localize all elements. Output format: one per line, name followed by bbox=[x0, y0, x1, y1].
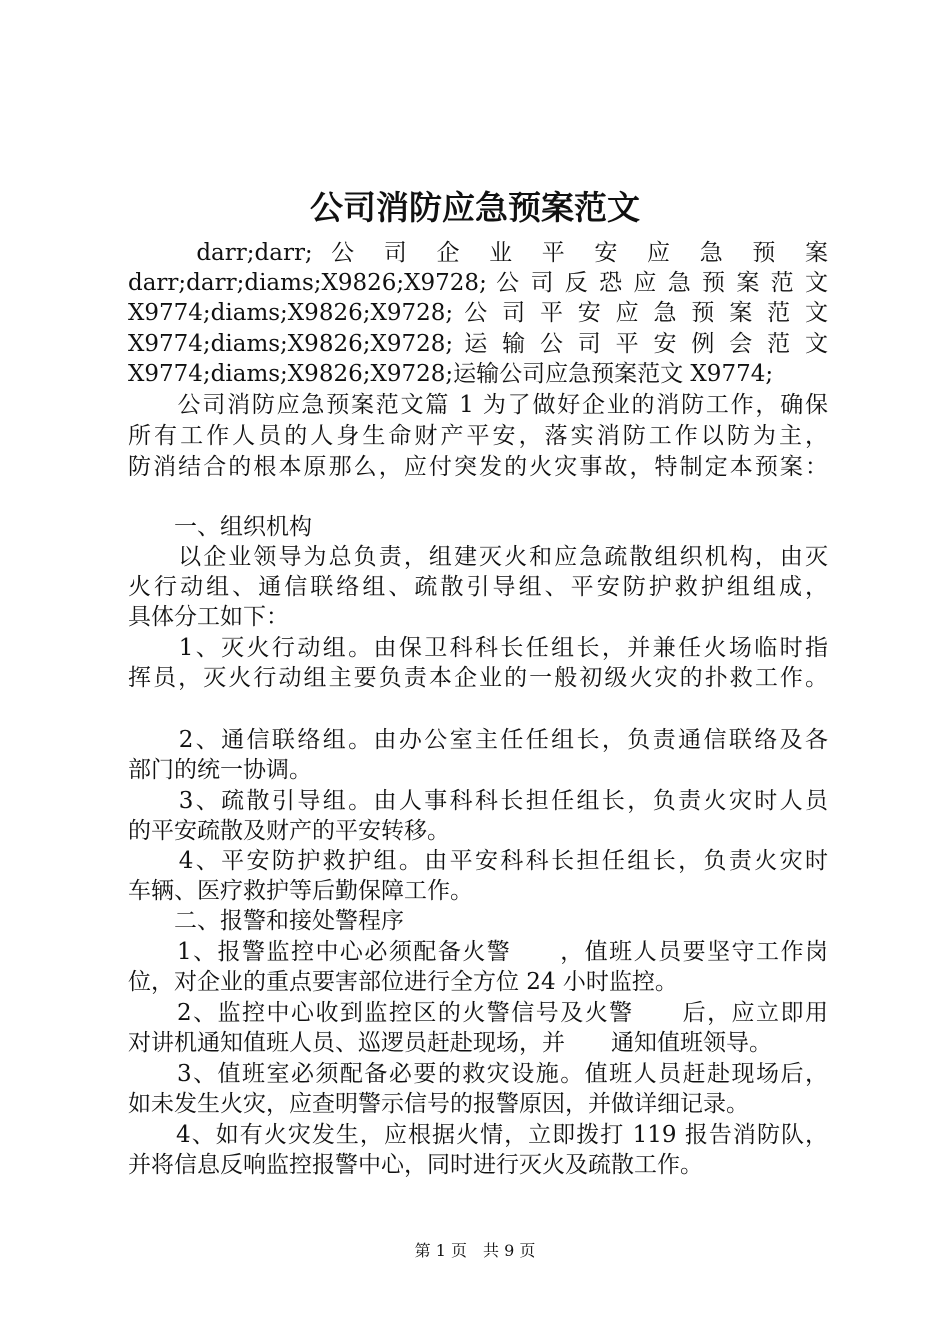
page-number: 第 1 页 共 9 页 bbox=[414, 1241, 536, 1260]
body-line: 并将信息反响监控报警中心，同时进行灭火及疏散工作。 bbox=[128, 1152, 703, 1178]
body-line: 如未发生火灾，应查明警示信号的报警原因，并做详细记录。 bbox=[128, 1091, 749, 1117]
body-line: 3、疏散引导组。由人事科科长担任组长，负责火灾时人员 bbox=[128, 788, 828, 814]
section-heading: 一、组织机构 bbox=[128, 514, 312, 540]
body-line: 以企业领导为总负责，组建灭火和应急疏散组织机构，由灭 bbox=[128, 544, 828, 570]
body-line: 位，对企业的重点要害部位进行全方位 24 小时监控。 bbox=[128, 969, 678, 995]
body-line: X9774;diams;X9826;X9728; 公 司 平 安 应 急 预 案 范 文 bbox=[128, 300, 828, 326]
body-line: 所有工作人员的人身生命财产平安，落实消防工作以防为主， bbox=[128, 423, 828, 449]
section-heading: 二、报警和接处警程序 bbox=[128, 908, 404, 934]
body-line: X9774;diams;X9826;X9728;运输公司应急预案范文 X9774; bbox=[128, 361, 774, 387]
body-line: 2、通信联络组。由办公室主任任组长，负责通信联络及各 bbox=[128, 727, 828, 753]
body-line: 2、监控中心收到监控区的火警信号及火警 后，应立即用 bbox=[128, 1000, 828, 1026]
body-line: 挥员，灭火行动组主要负责本企业的一般初级火灾的扑救工作。 bbox=[128, 665, 828, 691]
body-line: darr;darr;diams;X9826;X9728; 公 司 反 恐 应 急 预 案 范 文 bbox=[128, 270, 828, 296]
body-line: 1、报警监控中心必须配备火警 ，值班人员要坚守工作岗 bbox=[128, 939, 828, 965]
body-line: 公司消防应急预案范文篇 1 为了做好企业的消防工作，确保 bbox=[128, 392, 828, 418]
body-line: 部门的统一协调。 bbox=[128, 757, 312, 783]
body-line: X9774;diams;X9826;X9728; 运 输 公 司 平 安 例 会 范 文 bbox=[128, 331, 828, 357]
body-line: 3、值班室必须配备必要的救灾设施。值班人员赶赴现场后， bbox=[128, 1061, 828, 1087]
body-line: 4、平安防护救护组。由平安科科长担任组长，负责火灾时 bbox=[128, 848, 828, 874]
body-line: darr;darr; 公 司 企 业 平 安 应 急 预 案 bbox=[128, 240, 828, 266]
document-title: 公司消防应急预案范文 bbox=[310, 188, 640, 227]
body-line: 车辆、医疗救护等后勤保障工作。 bbox=[128, 878, 473, 904]
body-line: 4、如有火灾发生，应根据火情，立即拨打 119 报告消防队， bbox=[128, 1122, 828, 1148]
body-line: 防消结合的根本原那么，应付突发的火灾事故，特制定本预案： bbox=[128, 454, 828, 480]
body-line: 火行动组、通信联络组、疏散引导组、平安防护救护组组成， bbox=[128, 574, 828, 600]
body-line: 的平安疏散及财产的平安转移。 bbox=[128, 818, 450, 844]
body-line: 1、灭火行动组。由保卫科科长任组长，并兼任火场临时指 bbox=[128, 635, 828, 661]
body-line: 对讲机通知值班人员、巡逻员赶赴现场，并 通知值班领导。 bbox=[128, 1030, 772, 1056]
body-line: 具体分工如下： bbox=[128, 604, 289, 630]
